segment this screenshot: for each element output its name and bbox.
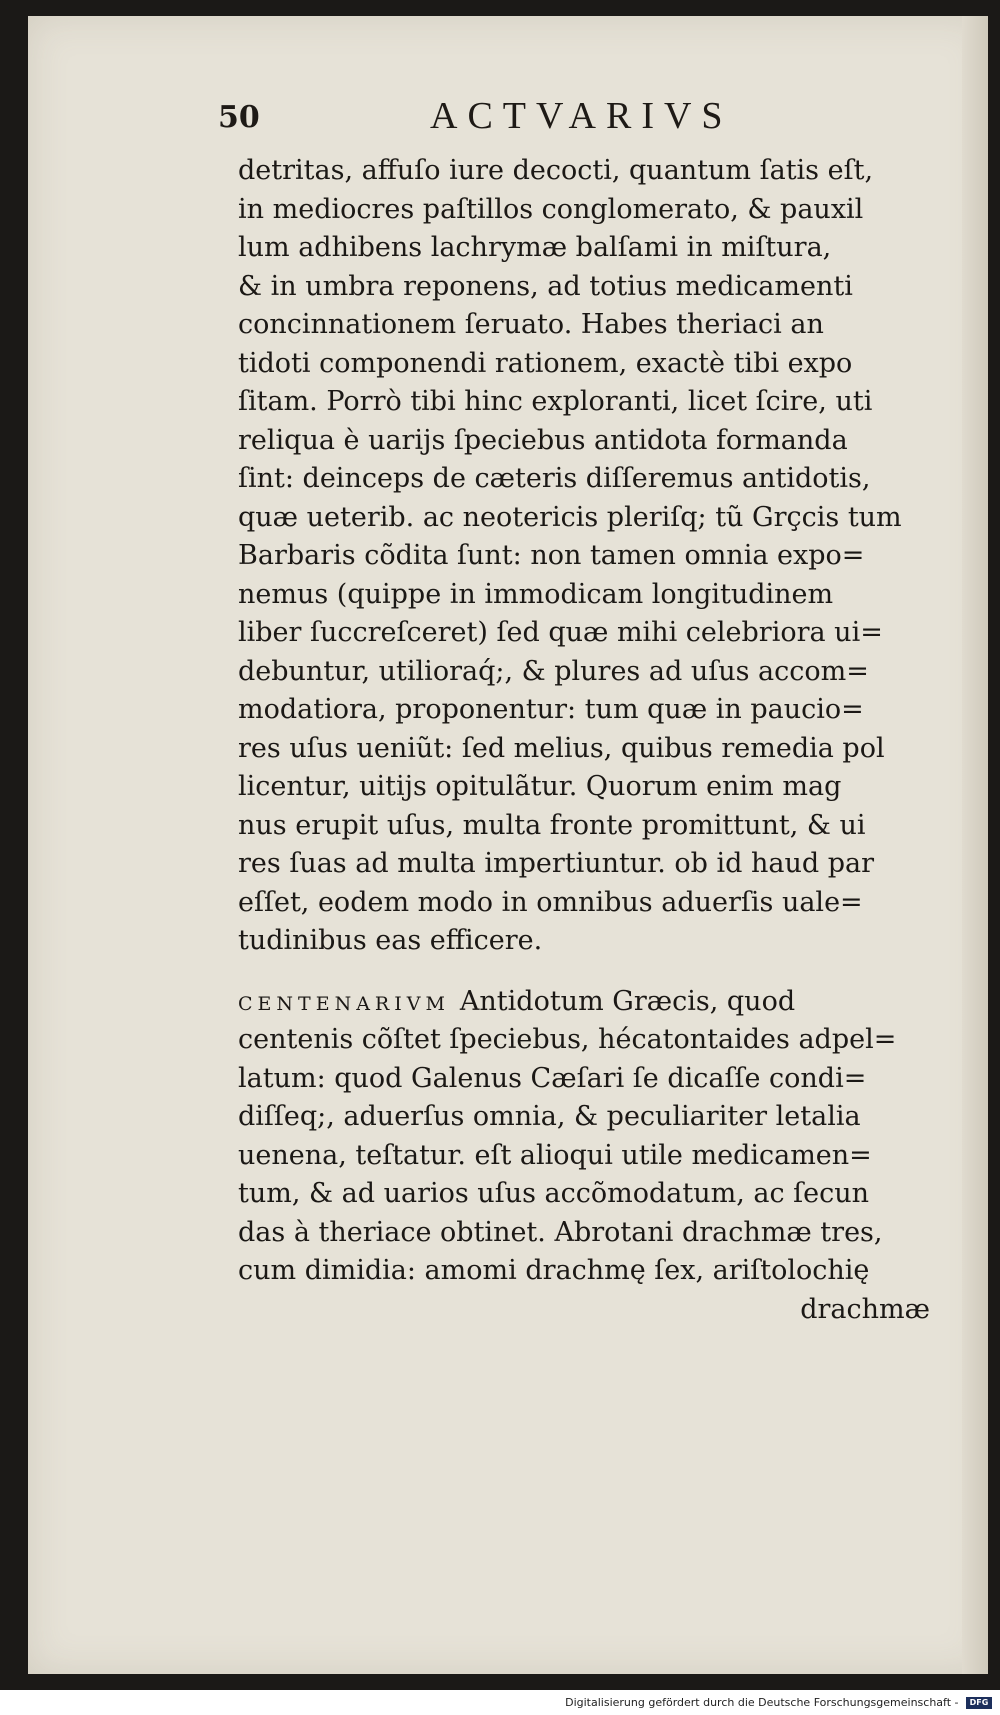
- text-line: res ſuas ad multa impertiuntur. ob id haud par: [238, 848, 875, 879]
- text-line: centenis cõſtet ſpeciebus, hécatontaides adpel=: [238, 1024, 897, 1055]
- text-line: ſint: deinceps de cæteris diſſeremus antidotis,: [238, 463, 871, 494]
- text-line: tidoti componendi rationem, exactè tibi expo: [238, 347, 853, 379]
- text-line: concinnationem ſeruato. Habes theriaci an: [238, 309, 824, 340]
- text-line: licentur, uitijs opitulãtur. Quorum enim mag: [238, 771, 842, 802]
- digitization-credit: Digitalisierung gefördert durch die Deutsche Forschungsgemeinschaft -: [565, 1696, 959, 1709]
- text-line: nemus (quippe in immodicam longitudinem: [238, 578, 834, 610]
- section-first-line-text: Antidotum Græcis, quod: [459, 985, 796, 1017]
- text-line: & in umbra reponens, ad totius medicamenti: [238, 270, 853, 302]
- running-head: [190, 88, 810, 148]
- text-line: detritas, affuſo iure decocti, quantum ſatis eſt,: [238, 155, 874, 186]
- text-line: lum adhibens lachrymæ balſami in miſtura,: [238, 232, 832, 263]
- text-line: in mediocres paſtillos conglomerato, & pauxil: [238, 193, 864, 225]
- page-number: 50: [218, 100, 260, 135]
- text-line: debuntur, utilioraq́;, & plures ad uſus accom=: [238, 655, 869, 687]
- text-line: quæ ueterib. ac neotericis pleriſq; tũ Grçcis tum: [238, 501, 902, 533]
- running-title: ACTVARIVS: [430, 95, 733, 137]
- text-line: nus erupit uſus, multa fronte promittunt, & ui: [238, 809, 866, 841]
- dfg-logo: DFG: [966, 1697, 992, 1709]
- body-text: [238, 152, 978, 1329]
- text-line: tudinibus eas efficere.: [238, 925, 543, 956]
- text-line: eſſet, eodem modo in omnibus aduerſis uale=: [238, 886, 863, 918]
- text-line: Barbaris cõdita ſunt: non tamen omnia expo=: [238, 540, 865, 571]
- text-line: tum, & ad uarios uſus accõmodatum, ac ſecun: [238, 1178, 870, 1209]
- text-line: reliqua è uarijs ſpeciebus antidota formanda: [238, 424, 848, 456]
- digitization-footer: [0, 1690, 992, 1715]
- text-line: res uſus ueniũt: ſed melius, quibus remedia pol: [238, 732, 885, 764]
- text-line: modatiora, proponentur: tum quæ in paucio=: [238, 694, 864, 725]
- section-lead-word: CENTENARIVM: [238, 992, 450, 1015]
- text-line: cum dimidia: amomi drachmę ſex, ariſtolochię: [238, 1255, 870, 1286]
- text-line: liber ſuccreſceret) ſed quæ mihi celebriora ui=: [238, 617, 883, 648]
- section-first-line: [238, 983, 978, 1022]
- text-line: uenena, teſtatur. eſt alioqui utile medicamen=: [238, 1139, 872, 1171]
- text-line: das à theriace obtinet. Abrotani drachmæ tres,: [238, 1216, 883, 1248]
- text-line: diſſeq;, aduerſus omnia, & peculiariter letalia: [238, 1101, 861, 1132]
- text-line: latum: quod Galenus Cæſari ſe dicaſſe condi=: [238, 1062, 867, 1094]
- catchword: drachmæ: [800, 1293, 930, 1325]
- text-line: ſitam. Porrò tibi hinc exploranti, licet ſcire, uti: [238, 386, 873, 417]
